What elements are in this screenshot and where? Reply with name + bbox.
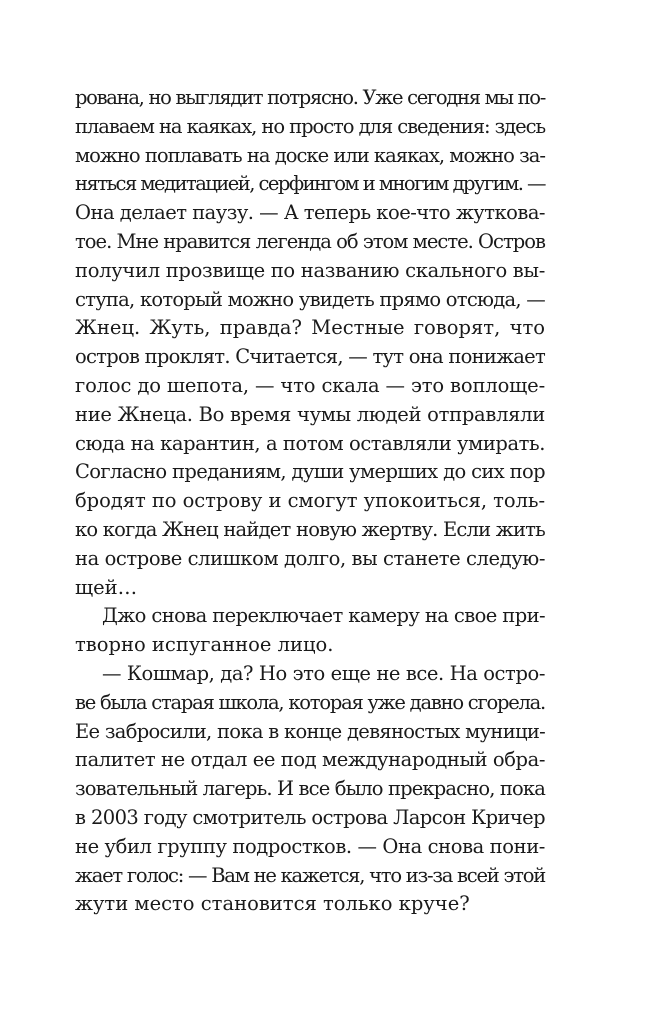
text-line: жает голос: — Вам не кажется, что из-за всей этой	[75, 863, 545, 887]
text-line: не убил группу подростков. — Она снова пони-	[75, 834, 545, 858]
text-line: зовательный лагерь. И все было прекрасно, пока	[75, 777, 545, 801]
paragraph-3	[75, 660, 545, 919]
text-line: ко когда Жнец найдет новую жертву. Если жить	[75, 517, 545, 541]
paragraph-1	[75, 84, 545, 602]
text-line: Она делает паузу. — А теперь кое-что жуткова-	[75, 201, 546, 225]
text-line: можно поплавать на доске или каяках, можно за-	[75, 143, 546, 167]
text-line: тое. Мне нравится легенда об этом месте. Остров	[75, 229, 545, 253]
text-line: Жнец. Жуть, правда? Местные говорят, что	[75, 316, 545, 340]
text-line: плаваем на каяках, но просто для сведения: здесь	[75, 114, 546, 138]
text-line: сюда на карантин, а потом оставляли умирать.	[75, 431, 545, 455]
text-line: — Кошмар, да? Но это еще не все. На остро-	[102, 661, 546, 685]
text-line: творно испуганное лицо.	[75, 633, 334, 657]
text-line: няться медитацией, серфингом и многим другим. —	[75, 172, 545, 196]
text-line: жути место становится только круче?	[75, 892, 470, 916]
text-line: остров проклят. Считается, — тут она понижает	[75, 345, 545, 369]
text-line: рована, но выглядит потрясно. Уже сегодня мы по-	[75, 86, 545, 109]
text-line: Согласно преданиям, души умерших до сих пор	[75, 460, 545, 484]
text-line: Ее забросили, пока в конце девяностых муници-	[75, 719, 546, 743]
text-line: палитет не отдал ее под международный обра-	[75, 748, 546, 772]
text-line: Джо снова переключает камеру на свое при-	[102, 604, 545, 628]
paragraph-2	[75, 602, 545, 660]
text-line: бродят по острову и смогут упокоиться, толь-	[75, 489, 545, 513]
text-line: ве была старая школа, которая уже давно сгорела.	[75, 690, 545, 714]
text-line: в 2003 году смотритель острова Ларсон Кричер	[75, 805, 545, 829]
text-line: ступа, который можно увидеть прямо отсюда, —	[75, 287, 545, 311]
book-page	[75, 84, 545, 919]
text-line: щей…	[75, 575, 138, 599]
text-line: на острове слишком долго, вы станете следую-	[75, 546, 545, 570]
text-line: голос до шепота, — что скала — это воплоще-	[75, 373, 546, 397]
text-line: ние Жнеца. Во время чумы людей отправляли	[75, 402, 545, 426]
text-line: получил прозвище по названию скального вы-	[75, 258, 545, 282]
